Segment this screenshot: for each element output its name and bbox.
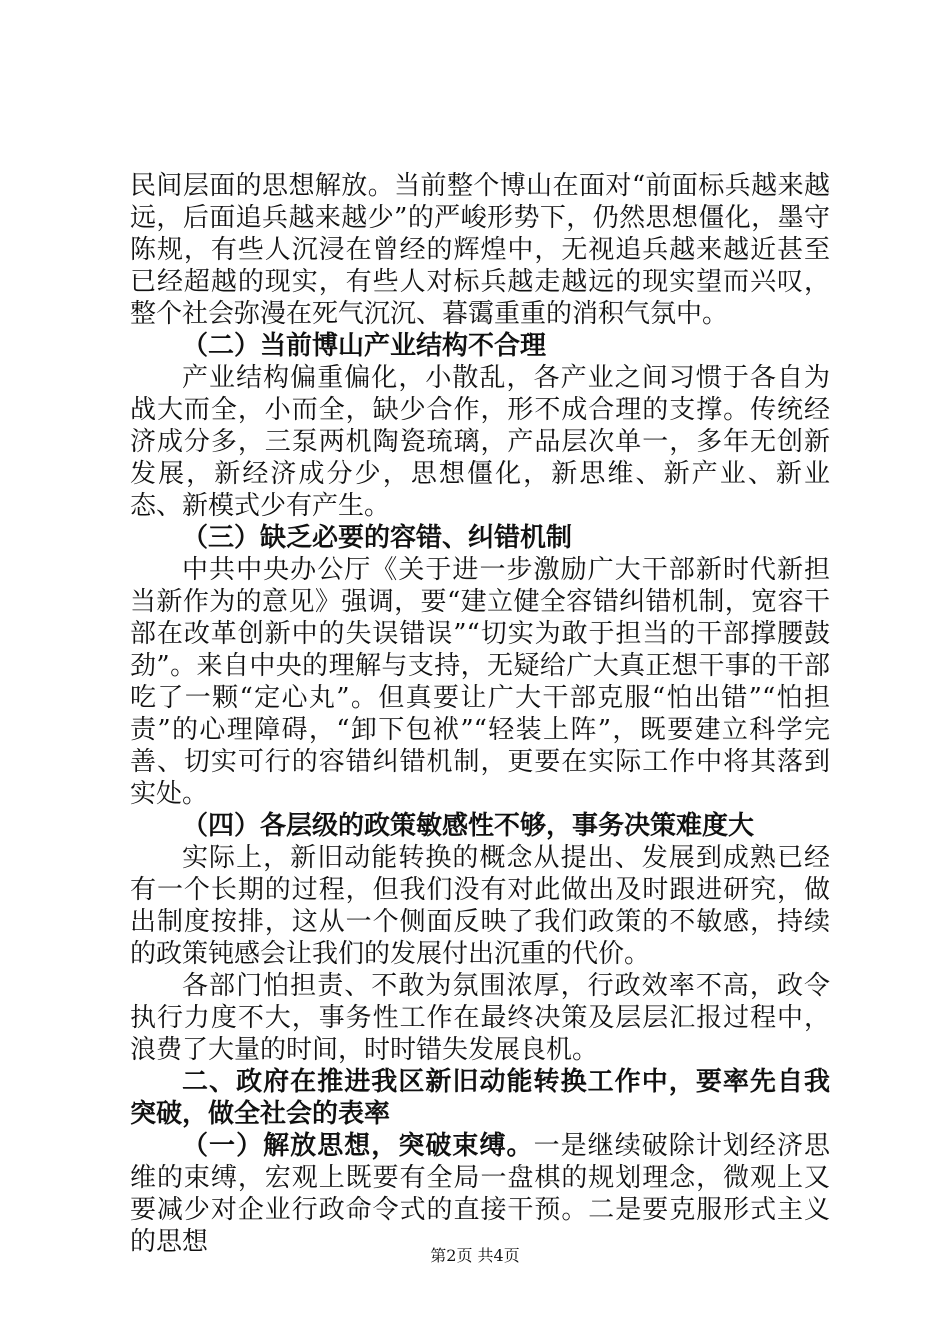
heading-4: （四）各层级的政策敏感性不够，事务决策难度大 [182, 811, 755, 841]
paragraph-5 [130, 1130, 830, 1258]
heading-2: （二）当前博山产业结构不合理 [182, 331, 547, 361]
paragraph-3: 中共中央办公厅《关于进一步激励广大干部新时代新担当新作为的意见》强调，要“建立健全容错纠错机制，宽容干部在改革创新中的失误错误”“切实为敢于担当的干部撑腰鼓劲”。来自中央的理解与支持，无疑给广大真正想干事的干部吃了一颗“定心丸”。但真要让广大干部克服“怕出错”“怕担责”的心理障碍，“卸下包袱”“轻装上阵”，既要建立科学完善、切实可行的容错纠错机制，更要在实际工作中将其落到实处。 [130, 555, 830, 809]
paragraph-5-text: 一是继续破除计划经济思维的束缚，宏观上既要有全局一盘棋的规划理念，微观上又要减少对企业行政命令式的直接干预。二是要克服形式主义的思想 [130, 1131, 830, 1257]
section-2-heading: 二、政府在推进我区新旧动能转换工作中，要率先自我突破，做全社会的表率 [130, 1067, 830, 1129]
paragraph-2: 产业结构偏重偏化，小散乱，各产业之间习惯于各自为战大而全，小而全，缺少合作，形不成合理的支撑。传统经济成分多，三泵两机陶瓷琉璃，产品层次单一，多年无创新发展，新经济成分少，思想僵化，新思维、新产业、新业态、新模式少有产生。 [130, 363, 830, 521]
document-body [130, 170, 830, 1258]
heading-3: （三）缺乏必要的容错、纠错机制 [182, 523, 573, 553]
paragraph-5-lead: （一）解放思想，突破束缚。 [182, 1131, 534, 1161]
page-footer: 第2页 共4页 [430, 1246, 520, 1265]
paragraph-intro: 民间层面的思想解放。当前整个博山在面对“前面标兵越来越远，后面追兵越来越少”的严峻形势下，仍然思想僵化，墨守陈规，有些人沉浸在曾经的辉煌中，无视追兵越来越近甚至已经超越的现实，有些人对标兵越走越远的现实望而兴叹，整个社会弥漫在死气沉沉、暮霭重重的消积气氛中。 [130, 171, 830, 329]
paragraph-4a: 实际上，新旧动能转换的概念从提出、发展到成熟已经有一个长期的过程，但我们没有对此做出及时跟进研究，做出制度按排，这从一个侧面反映了我们政策的不敏感，持续的政策钝感会让我们的发展付出沉重的代价。 [130, 843, 830, 969]
paragraph-4b: 各部门怕担责、不敢为氛围浓厚，行政效率不高，政令执行力度不大，事务性工作在最终决策及层层汇报过程中，浪费了大量的时间，时时错失发展良机。 [130, 971, 830, 1065]
